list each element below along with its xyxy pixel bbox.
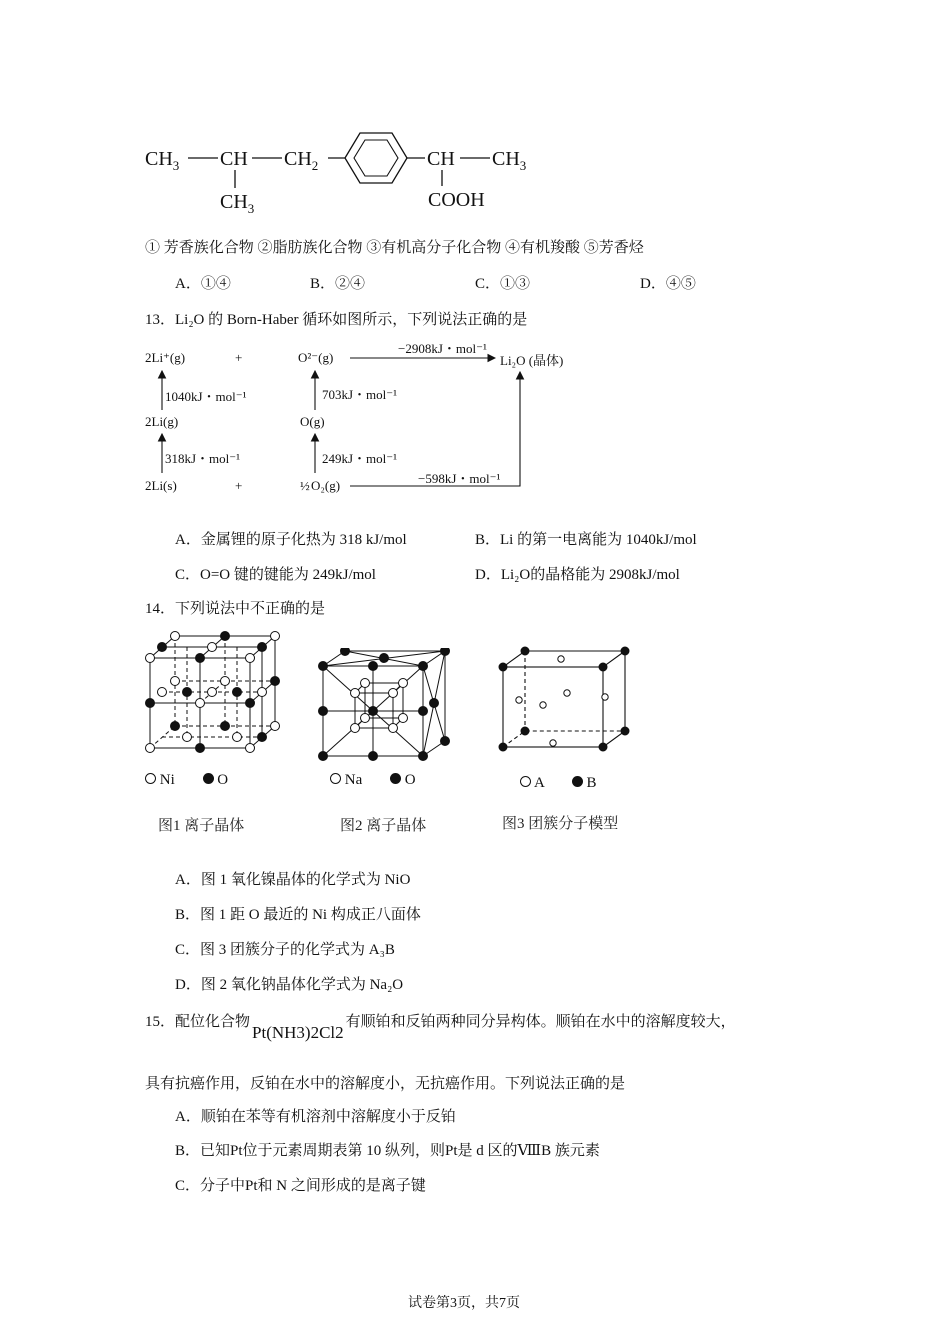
filled-circle-icon — [203, 773, 214, 784]
q14-stem: 14．下列说法中不正确的是 — [145, 601, 326, 617]
fig3-legend-b: B — [586, 775, 597, 791]
o-step-label: 703kJ・mol⁻¹ — [322, 387, 398, 402]
q15-stem-b: 有顺铂和反铂两种同分异构体。顺铂在水中的溶解度较大， — [345, 1014, 736, 1030]
cycle-arrows — [140, 338, 580, 498]
ch3-left-label: $CH_3$ — [145, 148, 180, 173]
fig1-legend-o: O — [217, 772, 229, 788]
open-circle-icon — [330, 773, 341, 784]
fig2-legend — [330, 772, 416, 789]
fig1-legend — [145, 772, 228, 789]
q13-option-d: D．Li₂O的晶格能为 2908kJ/mol — [475, 567, 680, 583]
q15-option-b: B．已知Pt位于元素周期表第 10 纵列，则Pt是 d 区的ⅧB 族元素 — [175, 1143, 600, 1159]
formation-label: −598kJ・mol⁻¹ — [418, 471, 501, 486]
plus-bottom: + — [235, 478, 243, 493]
half-fraction: ½ — [300, 478, 310, 493]
q13-option-a: A．金属锂的原子化热为 318 kJ/mol — [175, 532, 407, 548]
fig2-na2o-lattice — [315, 648, 450, 763]
cooh-label: COOH — [428, 189, 485, 211]
open-circle-icon — [520, 776, 531, 787]
li-ion-label: 2Li⁺(g) — [145, 350, 186, 365]
q12-option-b: B．②④ — [310, 276, 366, 292]
q13-option-b: B．Li 的第一电离能为 1040kJ/mol — [475, 532, 697, 548]
fig3-caption: 图3 团簇分子模型 — [502, 816, 619, 832]
plus-top: + — [235, 350, 243, 365]
o-ion-label: O²⁻(g) — [298, 350, 334, 365]
o-gas-label: O(g) — [300, 414, 325, 429]
li-solid-label: 2Li(s) — [145, 478, 177, 493]
fig3-legend — [520, 775, 596, 792]
ionization-label: 1040kJ・mol⁻¹ — [165, 389, 247, 404]
q14-option-d: D．图 2 氧化钠晶体化学式为 Na₂O — [175, 977, 404, 993]
atomization-label: 318kJ・mol⁻¹ — [165, 451, 241, 466]
q12-classes: ① 芳香族化合物 ②脂肪族化合物 ③有机高分子化合物 ④有机羧酸 ⑤芳香烃 — [145, 240, 644, 256]
fig2-legend-na: Na — [344, 772, 363, 788]
fig1-nio-lattice — [140, 628, 290, 758]
ch3-branch-label: $CH_3$ — [220, 191, 255, 216]
page-footer: 试卷第3页，共7页 — [408, 1296, 520, 1311]
q15-stem-a: 15．配位化合物 — [145, 1014, 251, 1030]
filled-circle-icon — [572, 776, 583, 787]
ch3-right-label: $CH_3$ — [492, 148, 527, 173]
q14-option-a: A．图 1 氧化镍晶体的化学式为 NiO — [175, 872, 411, 888]
q15-option-c: C．分子中Pt和 N 之间形成的是离子键 — [175, 1178, 426, 1194]
q15-stem-line2: 具有抗癌作用，反铂在水中的溶解度小，无抗癌作用。下列说法正确的是 — [145, 1076, 626, 1092]
bond-energy-label: 249kJ・mol⁻¹ — [322, 451, 398, 466]
open-circle-icon — [145, 773, 156, 784]
q12-option-c: C．①③ — [475, 276, 531, 292]
fig3-legend-a: A — [533, 775, 544, 791]
ch-right-label: CH — [427, 148, 455, 170]
fig2-legend-o: O — [404, 772, 416, 788]
ibuprofen-structure — [140, 120, 560, 220]
q14-option-b: B．图 1 距 O 最近的 Ni 构成正八面体 — [175, 907, 421, 923]
ch2-label: $CH_2$ — [284, 148, 319, 173]
q12-option-a: A．①④ — [175, 276, 231, 292]
q13-stem: 13．Li₂O 的 Born-Haber 循环如图所示，下列说法正确的是 — [145, 312, 528, 328]
fig1-legend-ni: Ni — [159, 772, 175, 788]
q13-option-c: C．O=O 键的键能为 249kJ/mol — [175, 567, 376, 583]
q15-option-a: A．顺铂在苯等有机溶剂中溶解度小于反铂 — [175, 1109, 456, 1125]
product-label: Li₂O (晶体) — [500, 353, 564, 368]
lattice-energy-label: −2908kJ・mol⁻¹ — [398, 341, 487, 356]
q15-stem-line1 — [145, 1010, 736, 1042]
filled-circle-icon — [390, 773, 401, 784]
q15-formula: Pt(NH3)2Cl2 — [252, 1023, 344, 1042]
o2-gas-label: O₂(g) — [311, 478, 341, 493]
fig1-caption: 图1 离子晶体 — [158, 818, 245, 834]
born-haber-diagram — [140, 338, 580, 498]
fig3-cluster-model — [495, 645, 635, 760]
q14-option-c: C．图 3 团簇分子的化学式为 A₃B — [175, 942, 395, 958]
q12-option-d: D．④⑤ — [640, 276, 696, 292]
ch-label: CH — [220, 148, 248, 170]
fig2-caption: 图2 离子晶体 — [340, 818, 427, 834]
li-gas-label: 2Li(g) — [145, 414, 179, 429]
